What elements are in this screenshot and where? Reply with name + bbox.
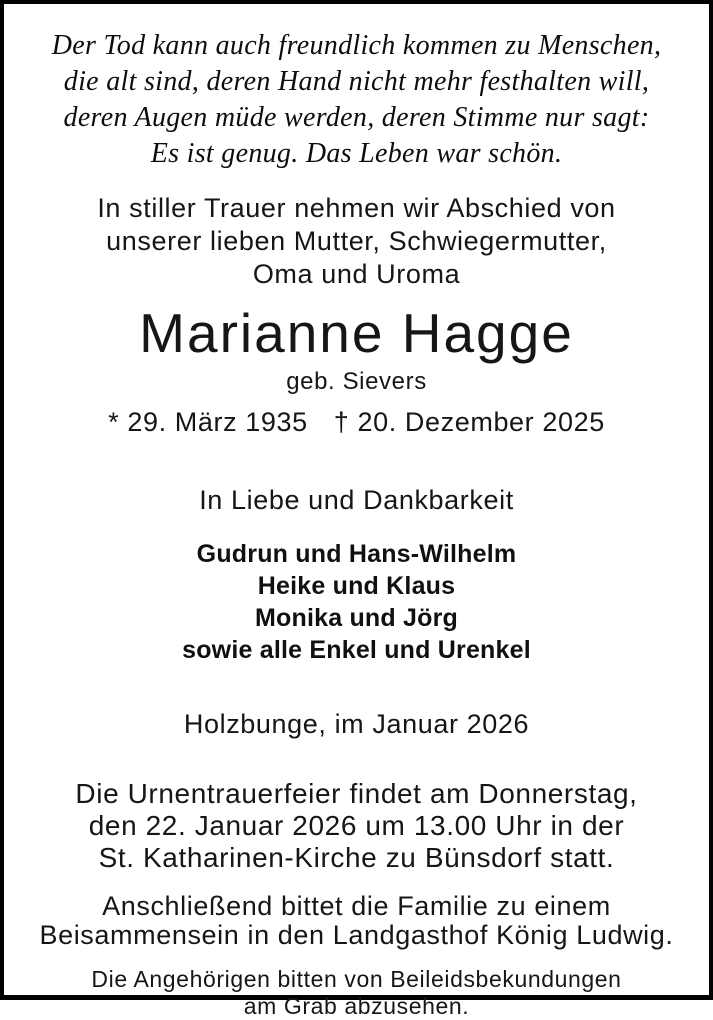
reception-info (39, 892, 673, 950)
place-and-date: Holzbunge, im Januar 2026 (183, 709, 530, 739)
service-line: Die Urnentrauerfeier findet am Donnerstag, (75, 778, 638, 809)
condolences-note (91, 966, 621, 1020)
verse-line: deren Augen müde werden, deren Stimme nur sagt: (63, 102, 650, 133)
reception-line: Beisammensein in den Landgasthof König Ludwig. (39, 920, 674, 950)
intro-line: In stiller Trauer nehmen wir Abschied von (97, 193, 616, 223)
condolences-line: Die Angehörigen bitten von Beileidsbekundungen (91, 966, 622, 992)
condolences-line: am Grab abzusehen. (243, 993, 470, 1019)
death-date: † 20. Dezember 2025 (333, 407, 605, 437)
deceased-name: Marianne Hagge (139, 302, 574, 364)
mourner-line: Gudrun und Hans-Wilhelm (196, 540, 517, 568)
intro-line: Oma und Uroma (252, 259, 461, 289)
mourner-line: sowie alle Enkel und Urenkel (182, 636, 531, 664)
service-line: den 22. Januar 2026 um 13.00 Uhr in der (88, 810, 625, 841)
verse-line: die alt sind, deren Hand nicht mehr festhalten will, (63, 66, 650, 97)
gratitude-line: In Liebe und Dankbarkeit (199, 485, 514, 515)
opening-verse (52, 28, 662, 172)
verse-line: Der Tod kann auch freundlich kommen zu Menschen, (51, 30, 662, 61)
mourners-list (182, 538, 531, 666)
mourner-line: Monika und Jörg (255, 604, 458, 632)
service-line: St. Katharinen-Kirche zu Bünsdorf statt. (98, 842, 615, 873)
intro-line: unserer lieben Mutter, Schwiegermutter, (106, 226, 607, 256)
birth-date: * 29. März 1935 (108, 407, 308, 437)
funeral-service-info (75, 778, 637, 874)
maiden-name: geb. Sievers (286, 368, 427, 395)
verse-line: Es ist genug. Das Leben war schön. (150, 138, 563, 169)
mourning-intro (97, 192, 615, 291)
reception-line: Anschließend bittet die Familie zu einem (102, 891, 611, 921)
notice-content (4, 4, 709, 1019)
life-dates (108, 406, 605, 438)
mourner-line: Heike und Klaus (257, 572, 456, 600)
